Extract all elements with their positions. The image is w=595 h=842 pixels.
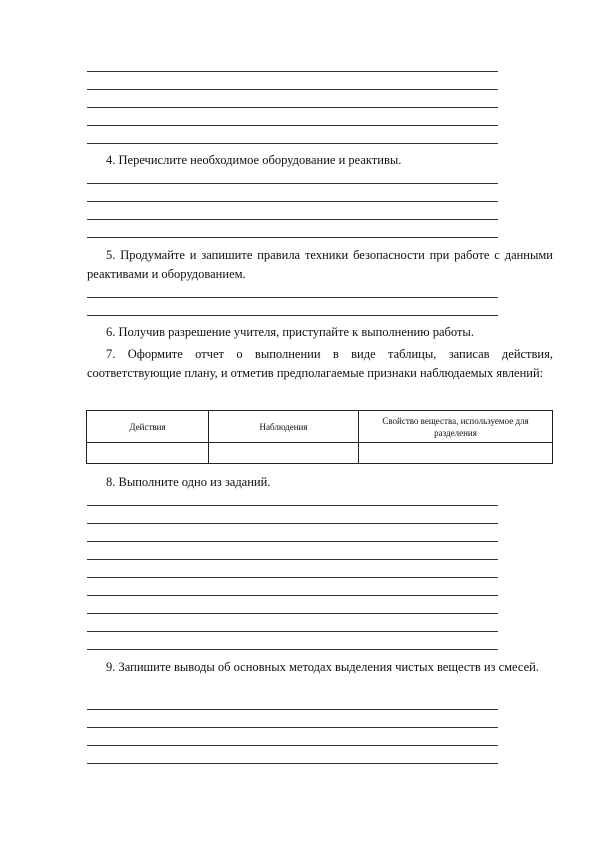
answer-line[interactable] [87, 125, 498, 126]
answer-line[interactable] [87, 143, 498, 144]
report-table-header-row [87, 411, 553, 443]
answer-line[interactable] [87, 541, 498, 542]
answer-line[interactable] [87, 107, 498, 108]
answer-line[interactable] [87, 523, 498, 524]
answer-line[interactable] [87, 71, 498, 72]
table-row [87, 443, 553, 464]
answer-line[interactable] [87, 763, 498, 764]
answer-line[interactable] [87, 631, 498, 632]
answer-line[interactable] [87, 613, 498, 614]
answer-line[interactable] [87, 183, 498, 184]
header-substance-property-text: Свойство вещества, используемое для разделения [382, 415, 529, 438]
task-9-text: 9. Запишите выводы об основных методах выделения чистых веществ из смесей. [106, 660, 539, 674]
report-table [86, 410, 553, 464]
answer-line[interactable] [87, 745, 498, 746]
answer-line[interactable] [87, 505, 498, 506]
answer-line[interactable] [87, 219, 498, 220]
task-7-text: 7. Оформите отчет о выполнении в виде таблицы, записав действия, соответствующие плану, и отметив предполагаемые признаки наблюдаемых явлений: [87, 347, 553, 380]
header-substance-property [359, 411, 553, 443]
answer-line[interactable] [87, 595, 498, 596]
answer-line[interactable] [87, 297, 498, 298]
table-cell[interactable] [209, 443, 359, 464]
header-actions: Действия [87, 411, 209, 443]
answer-line[interactable] [87, 315, 498, 316]
table-cell[interactable] [359, 443, 553, 464]
task-8-text: 8. Выполните одно из заданий. [106, 475, 271, 489]
header-observations: Наблюдения [209, 411, 359, 443]
table-cell[interactable] [87, 443, 209, 464]
task-5-text: 5. Продумайте и запишите правила техники безопасности при работе с данными реактивами и оборудованием. [87, 248, 553, 281]
answer-line[interactable] [87, 649, 498, 650]
task-4-text: 4. Перечислите необходимое оборудование и реактивы. [106, 153, 402, 167]
answer-line[interactable] [87, 89, 498, 90]
task-6-text: 6. Получив разрешение учителя, приступайте к выполнению работы. [106, 325, 474, 339]
answer-line[interactable] [87, 577, 498, 578]
answer-line[interactable] [87, 237, 498, 238]
answer-line[interactable] [87, 709, 498, 710]
answer-line[interactable] [87, 559, 498, 560]
answer-line[interactable] [87, 201, 498, 202]
answer-line[interactable] [87, 727, 498, 728]
